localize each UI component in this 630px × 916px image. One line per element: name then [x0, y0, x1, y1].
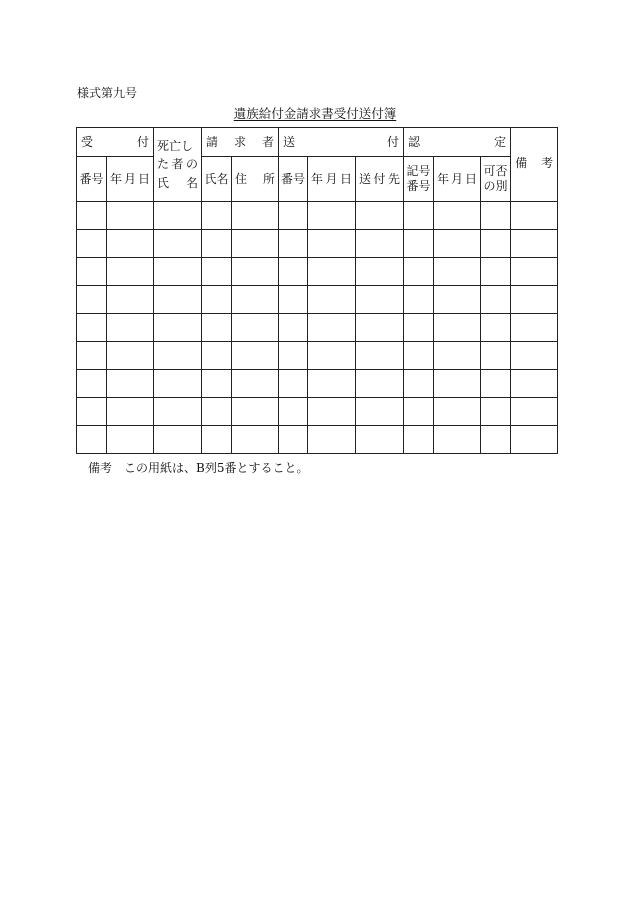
table-row	[77, 230, 558, 258]
table-cell	[404, 342, 434, 370]
table-cell	[107, 314, 154, 342]
table-cell	[511, 230, 558, 258]
table-cell	[308, 398, 356, 426]
header-deceased-name: 死 亡 し た 者 の 氏 名	[154, 128, 202, 202]
table-cell	[154, 230, 202, 258]
table-row	[77, 314, 558, 342]
table-cell	[154, 426, 202, 454]
table-cell	[232, 286, 279, 314]
header-reception: 受 付	[77, 128, 154, 157]
table-cell	[356, 342, 404, 370]
table-cell	[404, 426, 434, 454]
table-cell	[404, 398, 434, 426]
table-cell	[202, 230, 232, 258]
table-cell	[308, 258, 356, 286]
table-cell	[279, 342, 308, 370]
subheader-recognition-date: 年 月 日	[434, 157, 481, 202]
table-cell	[356, 202, 404, 230]
table-cell	[481, 202, 511, 230]
table-cell	[107, 230, 154, 258]
table-cell	[481, 314, 511, 342]
table-cell	[404, 286, 434, 314]
table-cell	[107, 370, 154, 398]
table-cell	[107, 286, 154, 314]
subheader-claimant-name: 氏名	[202, 157, 232, 202]
table-cell	[154, 314, 202, 342]
table-cell	[154, 342, 202, 370]
footnote-remarks: 備考 この用紙は、B列5番とすること。	[88, 461, 309, 475]
table-cell	[77, 258, 107, 286]
table-cell	[232, 230, 279, 258]
table-row	[77, 370, 558, 398]
table-cell	[481, 342, 511, 370]
table-cell	[308, 314, 356, 342]
table-cell	[154, 286, 202, 314]
table-cell	[232, 398, 279, 426]
table-row	[77, 398, 558, 426]
table-cell	[434, 202, 481, 230]
table-cell	[356, 314, 404, 342]
table-row	[77, 258, 558, 286]
table-cell	[232, 314, 279, 342]
table-cell	[202, 370, 232, 398]
table-cell	[404, 370, 434, 398]
table-cell	[481, 426, 511, 454]
table-cell	[308, 230, 356, 258]
table-cell	[279, 426, 308, 454]
table-cell	[77, 370, 107, 398]
ledger-table	[76, 127, 558, 454]
table-cell	[202, 202, 232, 230]
table-cell	[77, 426, 107, 454]
table-cell	[308, 202, 356, 230]
table-cell	[232, 370, 279, 398]
table-cell	[279, 258, 308, 286]
table-cell	[511, 398, 558, 426]
table-cell	[356, 426, 404, 454]
table-cell	[481, 398, 511, 426]
table-cell	[511, 314, 558, 342]
table-cell	[434, 398, 481, 426]
table-cell	[154, 202, 202, 230]
subheader-approval: 可否 の別	[481, 157, 511, 202]
table-cell	[404, 314, 434, 342]
table-cell	[107, 258, 154, 286]
subheader-number: 番号	[77, 157, 107, 202]
table-cell	[232, 258, 279, 286]
header-recognition: 認 定	[404, 128, 511, 157]
table-cell	[77, 342, 107, 370]
table-cell	[77, 202, 107, 230]
table-cell	[308, 286, 356, 314]
table-cell	[279, 398, 308, 426]
table-cell	[308, 426, 356, 454]
table-cell	[356, 370, 404, 398]
subheader-date: 年 月 日	[107, 157, 154, 202]
ledger-body	[77, 202, 558, 454]
table-cell	[434, 426, 481, 454]
table-cell	[511, 258, 558, 286]
table-cell	[356, 258, 404, 286]
table-cell	[279, 202, 308, 230]
header-claimant: 請 求 者	[202, 128, 279, 157]
table-cell	[77, 398, 107, 426]
table-cell	[107, 202, 154, 230]
subheader-record-number: 記号 番号	[404, 157, 434, 202]
table-row	[77, 342, 558, 370]
table-cell	[511, 286, 558, 314]
header-sending: 送 付	[279, 128, 404, 157]
table-cell	[154, 398, 202, 426]
table-cell	[481, 370, 511, 398]
table-cell	[232, 426, 279, 454]
table-cell	[77, 286, 107, 314]
table-cell	[232, 202, 279, 230]
table-cell	[481, 230, 511, 258]
subheader-destination: 送 付 先	[356, 157, 404, 202]
table-cell	[107, 426, 154, 454]
table-cell	[434, 230, 481, 258]
table-cell	[279, 230, 308, 258]
table-cell	[77, 314, 107, 342]
table-cell	[434, 258, 481, 286]
header-remarks: 備 考	[511, 128, 558, 202]
table-cell	[279, 286, 308, 314]
table-cell	[202, 426, 232, 454]
table-cell	[202, 286, 232, 314]
table-cell	[308, 342, 356, 370]
table-cell	[202, 258, 232, 286]
table-cell	[107, 342, 154, 370]
header-row-1	[77, 128, 558, 157]
table-cell	[511, 426, 558, 454]
form-number: 様式第九号	[77, 86, 138, 100]
table-cell	[154, 258, 202, 286]
table-cell	[308, 370, 356, 398]
table-cell	[202, 314, 232, 342]
table-cell	[202, 398, 232, 426]
subheader-send-date: 年 月 日	[308, 157, 356, 202]
table-cell	[232, 342, 279, 370]
table-row	[77, 202, 558, 230]
table-cell	[481, 258, 511, 286]
table-row	[77, 286, 558, 314]
table-cell	[434, 314, 481, 342]
subheader-address: 住 所	[232, 157, 279, 202]
table-cell	[404, 230, 434, 258]
table-cell	[107, 398, 154, 426]
header-row-2	[77, 157, 558, 202]
subheader-send-number: 番号	[279, 157, 308, 202]
table-cell	[404, 202, 434, 230]
table-row	[77, 426, 558, 454]
table-cell	[481, 286, 511, 314]
table-cell	[356, 286, 404, 314]
table-cell	[511, 202, 558, 230]
table-cell	[511, 342, 558, 370]
table-cell	[279, 314, 308, 342]
table-cell	[511, 370, 558, 398]
table-cell	[434, 342, 481, 370]
table-cell	[404, 258, 434, 286]
table-cell	[434, 286, 481, 314]
table-cell	[356, 230, 404, 258]
document-title: 遺族給付金請求書受付送付簿	[233, 106, 397, 121]
table-cell	[356, 398, 404, 426]
table-cell	[77, 230, 107, 258]
table-cell	[202, 342, 232, 370]
table-cell	[279, 370, 308, 398]
table-cell	[434, 370, 481, 398]
table-cell	[154, 370, 202, 398]
